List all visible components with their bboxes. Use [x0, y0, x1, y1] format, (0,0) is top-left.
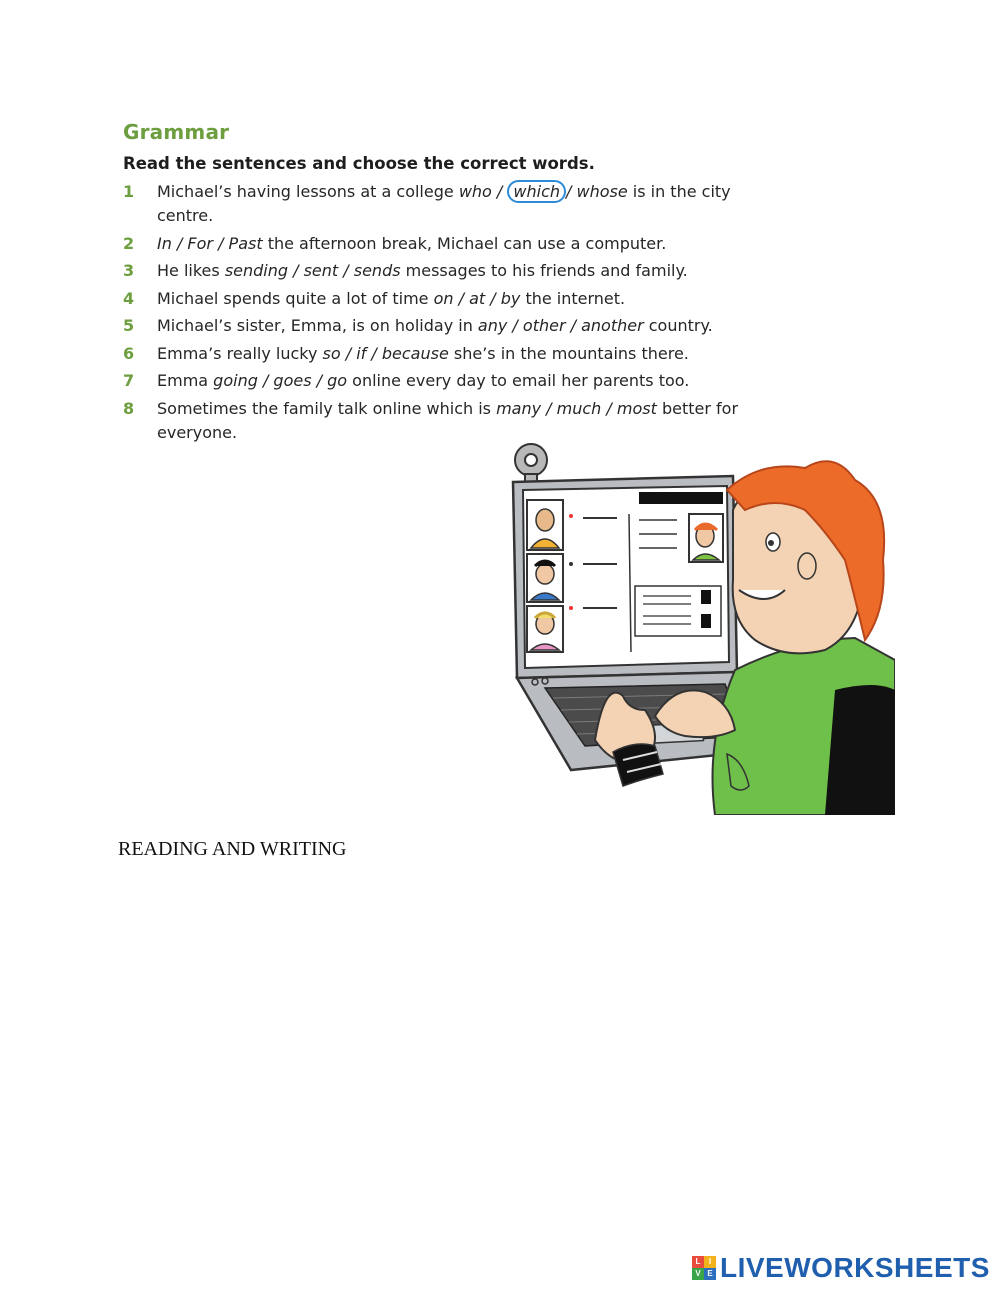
item-number: 8	[123, 398, 135, 418]
reading-writing-heading: READING AND WRITING	[118, 838, 347, 860]
sentence-text: Michael spends quite a lot of time	[157, 288, 434, 308]
instruction-text: Read the sentences and choose the correct words.	[123, 154, 595, 173]
answer-options[interactable]: sending / sent / sends	[224, 261, 401, 280]
exercise-list	[123, 180, 743, 448]
answer-options[interactable]: going / goes / go	[213, 371, 348, 390]
liveworksheets-logo	[692, 1252, 990, 1284]
logo-letter: V	[692, 1268, 704, 1280]
sentence-text: the afternoon break, Michael can use a computer.	[262, 233, 667, 253]
sentence-text: Michael’s having lessons at a college	[157, 182, 459, 201]
sentence-text: country.	[643, 316, 713, 335]
sentence-text: Emma’s really lucky	[157, 343, 323, 363]
answer-options[interactable]: so / if / because	[322, 343, 449, 363]
sentence-text: Michael’s sister, Emma, is on holiday in	[157, 316, 478, 335]
selected-answer[interactable]: which	[507, 180, 566, 203]
exercise-item	[123, 314, 743, 338]
answer-options[interactable]: / whose	[566, 182, 628, 201]
boy-at-laptop-illustration	[505, 440, 895, 815]
exercise-item	[123, 397, 743, 445]
exercise-item	[123, 259, 743, 283]
exercise-item	[123, 369, 743, 393]
sentence-text: Sometimes the family talk online which is	[157, 398, 497, 418]
answer-options[interactable]: any / other / another	[477, 316, 644, 335]
exercise-item	[123, 287, 743, 311]
sentence-text: the internet.	[520, 288, 626, 308]
item-number: 4	[123, 288, 135, 308]
exercise-item	[123, 342, 743, 366]
logo-text: LIVEWORKSHEETS	[720, 1252, 990, 1283]
sentence-text: better for everyone.	[157, 398, 739, 442]
sentence-text: is in the city centre.	[157, 182, 731, 225]
sentence-text: Emma	[157, 371, 214, 390]
answer-options[interactable]: In / For / Past	[157, 233, 263, 253]
webcam-icon	[515, 444, 547, 484]
sentence-text: she’s in the mountains there.	[448, 343, 689, 363]
logo-letter: I	[704, 1256, 716, 1268]
answer-options[interactable]: on / at / by	[433, 288, 521, 308]
item-number: 6	[123, 343, 135, 363]
item-number: 1	[123, 182, 135, 201]
logo-letter: E	[704, 1268, 716, 1280]
exercise-item	[123, 180, 743, 228]
sentence-text: online every day to email her parents too.	[347, 371, 690, 390]
section-title: Grammar	[123, 120, 230, 144]
logo-letter: L	[692, 1256, 704, 1268]
item-number: 2	[123, 233, 135, 253]
sentence-text: messages to his friends and family.	[400, 261, 688, 280]
sentence-text: He likes	[157, 261, 225, 280]
item-number: 5	[123, 316, 135, 335]
answer-options[interactable]: many / much / most	[496, 398, 657, 418]
item-number: 3	[123, 261, 135, 280]
answer-options[interactable]: who /	[458, 182, 508, 201]
exercise-item	[123, 232, 743, 256]
logo-mark-icon	[692, 1256, 716, 1280]
item-number: 7	[123, 371, 135, 390]
